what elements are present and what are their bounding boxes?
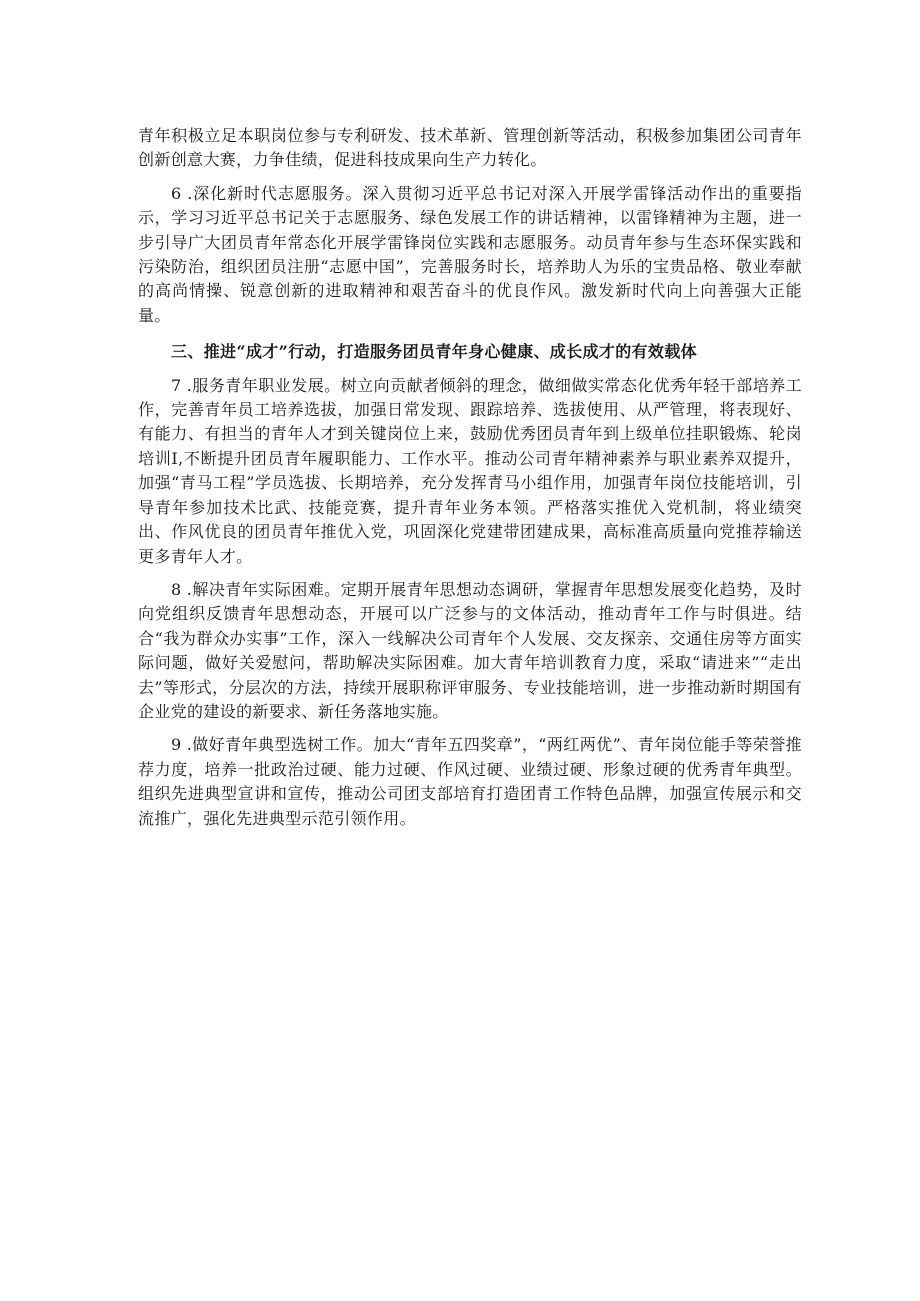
section-heading: 三、推进“成才”行动，打造服务团员青年身心健康、成长成才的有效载体: [171, 342, 697, 362]
item-number: 9: [171, 735, 182, 755]
item-number: 6: [171, 183, 182, 203]
paragraph-continuation: 青年积极立足本职岗位参与专利研发、技术革新、管理创新等活动，积极参加集团公司青年创新创意大赛，力争佳绩，促进科技成果向生产力转化。: [138, 126, 802, 170]
item-text: .解决青年实际困难。定期开展青年思想动态调研，掌握青年思想发展变化趋势，及时向党组织反馈青年思想动态，开展可以广泛参与的文体活动，推动青年工作与时俱进。结合“我为群众办实事”工作，深入一线解决公司青年个人发展、交友探亲、交通住房等方面实际问题，做好关爱慰问，帮助解决实际困难。加大青年培训教育力度，采取“请进来”“走出去”等形式，分层次的方法，持续开展职称评审服务、专业技能培训，进一步推动新时期国有企业党的建设的新要求、新任务落地实施。: [138, 579, 803, 721]
paragraph-item-8: [138, 578, 802, 724]
paragraph-item-6: [138, 182, 802, 328]
item-number: 8: [171, 579, 182, 599]
document-page: [138, 124, 802, 840]
paragraph-item-7: [138, 374, 802, 569]
item-text: .深化新时代志愿服务。深入贯彻习近平总书记对深入开展学雷锋活动作出的重要指示，学习习近平总书记关于志愿服务、绿色发展工作的讲话精神，以雷锋精神为主题，进一步引导广大团员青年常态化开展学雷锋岗位实践和志愿服务。动员青年参与生态环保实践和污染防治，组织团员注册“志愿中国”，完善服务时长，培养助人为乐的宝贵品格、敬业奉献的高尚情操、锐意创新的进取精神和艰苦奋斗的优良作风。激发新时代向上向善强大正能量。: [138, 183, 802, 325]
item-text: .服务青年职业发展。树立向贡献者倾斜的理念，做细做实常态化优秀年轻干部培养工作，完善青年员工培养选拔，加强日常发现、跟踪培养、选拔使用、从严管理，将表现好、有能力、有担当的青年人才到关键岗位上来，鼓励优秀团员青年到上级单位挂职锻炼、轮岗培训I,不断提升团员青年履职能力、工作水平。推动公司青年精神素养与职业素养双提升，加强“青马工程”学员选拔、长期培养，充分发挥青马小组作用，加强青年岗位技能培训，引导青年参加技术比武、技能竞赛，提升青年业务本领。严格落实推优入党机制，将业绩突出、作风优良的团员青年推优入党，巩固深化党建带团建成果，高标准高质量向党推荐输送更多青年人才。: [138, 375, 803, 566]
item-text: .做好青年典型选树工作。加大“青年五四奖章”，“两红两优”、青年岗位能手等荣誉推荐力度，培养一批政治过硬、能力过硬、作风过硬、业绩过硬、形象过硬的优秀青年典型。组织先进典型宣讲和宣传，推动公司团支部培育打造团青工作特色品牌，加强宣传展示和交流推广，强化先进典型示范引领作用。: [138, 735, 802, 828]
paragraph-item-9: [138, 733, 802, 831]
item-number: 7: [171, 375, 182, 395]
